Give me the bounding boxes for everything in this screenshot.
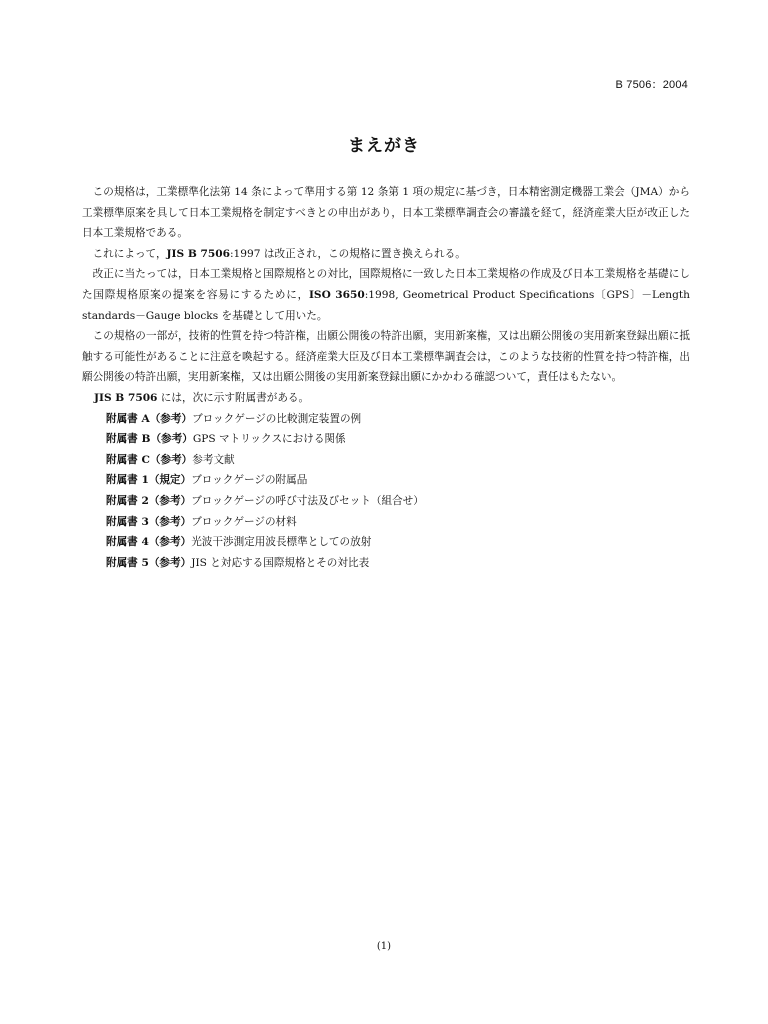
- annex-item-3: [106, 512, 690, 533]
- page-title: まえがき: [348, 136, 420, 156]
- annex-list: [82, 409, 690, 574]
- annex-item-a: [106, 409, 690, 430]
- annex-item-c: [106, 450, 690, 471]
- foreword-body: [82, 182, 690, 573]
- annex-intro-text: には，次に示す附属書がある。: [157, 391, 310, 404]
- annex-item-5: [106, 553, 690, 574]
- revision-text-post: :1997 は改正され，この規格に置き換えられる。: [229, 247, 466, 260]
- annex-label: 附属書 1: [106, 474, 149, 487]
- annex-type: （参考）: [149, 412, 193, 425]
- annex-type: （規定）: [148, 474, 192, 487]
- standard-ref: JIS B 7506: [166, 247, 230, 260]
- paragraph-iso-basis: [82, 264, 690, 326]
- annex-label: 附属書 B: [106, 433, 151, 446]
- annex-title: ブロックゲージの附属品: [191, 474, 308, 487]
- paragraph-revision: [82, 244, 690, 265]
- annex-title: ブロックゲージの呼び寸法及びセット（組合せ）: [191, 494, 424, 507]
- annex-item-b: [106, 429, 690, 450]
- annex-type: （参考）: [150, 433, 193, 446]
- annex-type: （参考）: [149, 453, 193, 466]
- iso-text-post: :1998, Geometrical Product Specifications〔GPS〕－Length standards－Gauge blocks を基礎として用いた。: [82, 288, 690, 322]
- annex-label: 附属書 A: [106, 412, 150, 425]
- document-code: B 7506：2004: [615, 79, 688, 91]
- annex-label: 附属書 3: [106, 515, 149, 528]
- annex-label: 附属書 2: [106, 494, 149, 507]
- annex-item-4: [106, 532, 690, 553]
- annex-type: （参考）: [148, 494, 192, 507]
- annex-title: JIS と対応する国際規格とその対比表: [191, 556, 370, 569]
- iso-text-pre: 改正に当たっては，日本工業規格と国際規格との対比，国際規格に一致した日本工業規格の作成及び日本工業規格を基礎にした国際規格原案の提案を容易にするために，: [82, 268, 690, 301]
- annex-title: GPS マトリックスにおける関係: [192, 433, 346, 446]
- revision-text-pre: これによって，: [92, 247, 167, 260]
- annex-title: 参考文献: [192, 453, 235, 466]
- annex-title: ブロックゲージの比較測定装置の例: [192, 412, 362, 425]
- annex-type: （参考）: [148, 556, 192, 569]
- annex-label: 附属書 4: [106, 536, 149, 549]
- annex-label: 附属書 5: [106, 556, 149, 569]
- annex-type: （参考）: [148, 515, 192, 528]
- annex-item-2: [106, 491, 690, 512]
- annex-title: ブロックゲージの材料: [191, 515, 297, 528]
- iso-standard-ref: ISO 3650: [308, 288, 365, 301]
- page-number: (1): [376, 941, 392, 952]
- annex-title: 光波干渉測定用波長標準としての放射: [191, 536, 372, 549]
- annex-type: （参考）: [148, 536, 192, 549]
- annex-label: 附属書 C: [106, 453, 150, 466]
- paragraph-legal-basis: この規格は，工業標準化法第 14 条によって準用する第 12 条第 1 項の規定に基づき，日本精密測定機器工業会（JMA）から工業標準原案を具して日本工業規格を制定すべきとの申出があり，日本工業標準調査会の審議を経て，経済産業大臣が改正した日本工業規格である。: [82, 186, 690, 240]
- annex-intro: [82, 388, 690, 409]
- paragraph-patent-notice: この規格の一部が，技術的性質を持つ特許権，出願公開後の特許出願，実用新案権，又は出願公開後の実用新案登録出願に抵触する可能性があることに注意を喚起する。経済産業大臣及び日本工業標準調査会は，このような技術的性質を持つ特許権，出願公開後の特許出願，実用新案権，又は出願公開後の実用新案登録出願にかかわる確認ついて，責任はもたない。: [82, 330, 690, 384]
- annex-item-1: [106, 470, 690, 491]
- annex-intro-standard-ref: JIS B 7506: [94, 391, 158, 404]
